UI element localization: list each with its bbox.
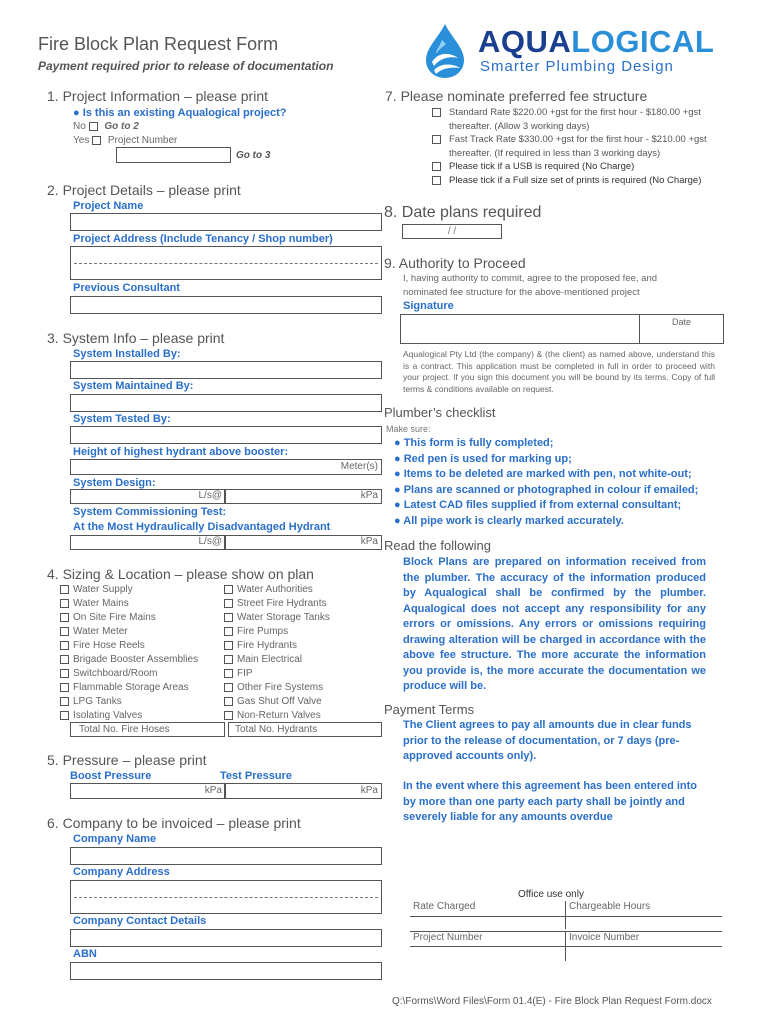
chargeable-hours-field[interactable] bbox=[565, 901, 722, 917]
yes-label: Yes bbox=[73, 135, 90, 146]
prints-label: Please tick if a Full size set of prints is required (No Charge) bbox=[449, 174, 702, 186]
design-ls-unit: L/s@ bbox=[198, 490, 222, 501]
sizing-item[interactable] bbox=[224, 709, 384, 723]
sizing-checkbox[interactable] bbox=[224, 711, 233, 720]
fee-option-fast-track[interactable] bbox=[432, 133, 732, 160]
sizing-item[interactable] bbox=[224, 639, 384, 653]
sizing-item[interactable] bbox=[224, 625, 384, 639]
usb-label: Please tick if a USB is required (No Charge) bbox=[449, 161, 635, 172]
abn-label: ABN bbox=[73, 948, 97, 960]
installed-by-label: System Installed By: bbox=[73, 348, 181, 360]
no-checkbox[interactable] bbox=[89, 122, 98, 131]
read-text: Block Plans are prepared on information received from the plumber. The accuracy of the information produced by Aqualogical shall be confirmed by the plumber. Aqualogical does not accept any responsibility for any errors or omissions. Any errors or omissions requiring drawing alteration will be charged in accordance with the above fee structure. The more accurate the information you provide is, the more accurate the documentation we produce will be. bbox=[403, 556, 706, 692]
date-label: Date bbox=[671, 317, 691, 327]
office-divider bbox=[565, 917, 566, 929]
system-design-label: System Design: bbox=[73, 477, 156, 489]
sizing-item-label: Brigade Booster Assemblies bbox=[73, 654, 199, 665]
abn-input[interactable] bbox=[70, 962, 382, 980]
sizing-item[interactable] bbox=[60, 653, 220, 667]
sizing-checkbox[interactable] bbox=[224, 613, 233, 622]
sizing-item-label: LPG Tanks bbox=[73, 696, 122, 707]
payment-text-1: The Client agrees to pay all amounts due in clear funds prior to the release of documentation, or 7 days (pre-approved accounts only). bbox=[403, 719, 692, 762]
sizing-checkbox[interactable] bbox=[224, 683, 233, 692]
sizing-checkbox[interactable] bbox=[224, 697, 233, 706]
no-option bbox=[73, 121, 139, 132]
checklist-item-text: All pipe work is clearly marked accurately. bbox=[403, 514, 624, 527]
tested-by-input[interactable] bbox=[70, 426, 382, 444]
sizing-item-label: Water Meter bbox=[73, 626, 128, 637]
office-use-grid bbox=[410, 901, 722, 961]
project-number-label: Project Number bbox=[107, 135, 178, 146]
sizing-item-label: Switchboard/Room bbox=[73, 668, 158, 679]
sizing-item[interactable] bbox=[60, 597, 220, 611]
sizing-checkbox[interactable] bbox=[60, 711, 69, 720]
total-hydrants-input[interactable] bbox=[228, 722, 382, 737]
invoice-number-field[interactable] bbox=[565, 931, 722, 947]
commissioning-sublabel: At the Most Hydraulically Disadvantaged Hydrant bbox=[73, 521, 331, 533]
sizing-item-label: Fire Pumps bbox=[237, 626, 289, 637]
checklist-item: ● Red pen is used for marking up; bbox=[394, 452, 572, 465]
logo-tagline: Smarter Plumbing Design bbox=[480, 58, 674, 75]
sizing-item[interactable] bbox=[60, 695, 220, 709]
test-pressure-label: Test Pressure bbox=[220, 770, 292, 782]
sizing-item[interactable] bbox=[224, 653, 384, 667]
section-2-heading: 2. Project Details – please print bbox=[47, 182, 241, 198]
sizing-item[interactable] bbox=[224, 611, 384, 625]
sizing-item[interactable] bbox=[60, 625, 220, 639]
sizing-item-label: Non-Return Valves bbox=[237, 710, 321, 721]
section-8-heading: 8. Date plans required bbox=[384, 204, 542, 221]
fee-option-usb[interactable] bbox=[432, 160, 732, 174]
project-address-label: Project Address (Include Tenancy / Shop number) bbox=[73, 233, 333, 245]
sizing-checkbox[interactable] bbox=[224, 655, 233, 664]
sizing-item-label: Flammable Storage Areas bbox=[73, 682, 189, 693]
form-title: Fire Block Plan Request Form bbox=[38, 34, 279, 54]
sizing-item[interactable] bbox=[60, 583, 220, 597]
office-use-heading: Office use only bbox=[518, 889, 584, 900]
sizing-right-list bbox=[224, 583, 384, 723]
sizing-checkbox[interactable] bbox=[60, 585, 69, 594]
checklist-item: ● All pipe work is clearly marked accurately. bbox=[394, 514, 624, 527]
commissioning-kpa-unit: kPa bbox=[360, 536, 378, 547]
checklist-list bbox=[394, 436, 724, 529]
sizing-item[interactable] bbox=[224, 597, 384, 611]
standard-rate-label: Standard Rate $220.00 +gst for the first hour - $180.00 +gst thereafter. (Allow 3 working days) bbox=[449, 107, 701, 132]
meters-unit: Meter(s) bbox=[340, 461, 378, 472]
yes-option bbox=[73, 135, 177, 146]
rate-charged-field[interactable] bbox=[410, 901, 565, 917]
company-address-divider bbox=[74, 897, 378, 898]
checklist-heading: Plumber’s checklist bbox=[384, 405, 496, 420]
read-heading: Read the following bbox=[384, 538, 491, 553]
office-project-number-field[interactable] bbox=[410, 931, 565, 947]
project-number-input[interactable] bbox=[116, 147, 231, 163]
maintained-by-label: System Maintained By: bbox=[73, 380, 194, 392]
fast-track-label: Fast Track Rate $330.00 +gst for the first hour - $210.00 +gst thereafter. (If required in less than 3 working days) bbox=[449, 134, 707, 159]
sizing-item-label: Other Fire Systems bbox=[237, 682, 324, 693]
sizing-left-list bbox=[60, 583, 220, 723]
sizing-item[interactable] bbox=[60, 709, 220, 723]
fast-track-checkbox[interactable] bbox=[432, 135, 441, 144]
checklist-item: ● Latest CAD files supplied if from external consultant; bbox=[394, 499, 682, 511]
checklist-item-text: Latest CAD files supplied if from external consultant; bbox=[403, 499, 682, 511]
signature-input[interactable] bbox=[400, 314, 640, 344]
sizing-checkbox[interactable] bbox=[60, 641, 69, 650]
fee-option-prints[interactable] bbox=[432, 174, 732, 188]
checklist-item-text: Plans are scanned or photographed in colour if emailed; bbox=[403, 483, 699, 496]
authority-text: I, having authority to commit, agree to the proposed fee, and nominated fee structure for the above-mentioned project bbox=[403, 273, 658, 298]
payment-heading: Payment Terms bbox=[384, 702, 475, 717]
sizing-checkbox[interactable] bbox=[60, 627, 69, 636]
checklist-item-text: Red pen is used for marking up; bbox=[403, 452, 572, 465]
fee-option-standard[interactable] bbox=[432, 106, 732, 133]
commissioning-label: System Commissioning Test: bbox=[73, 506, 227, 518]
total-hoses-label: Total No. Fire Hoses bbox=[79, 724, 170, 735]
date-placeholder: / / bbox=[447, 226, 457, 237]
prints-checkbox[interactable] bbox=[432, 176, 441, 185]
checklist-item: ● Items to be deleted are marked with pen, not white-out; bbox=[394, 468, 692, 480]
sizing-item-label: FIP bbox=[237, 668, 253, 679]
signature-label: Signature bbox=[403, 300, 454, 312]
contact-details-label: Company Contact Details bbox=[73, 915, 207, 927]
company-name-label: Company Name bbox=[73, 833, 157, 845]
yes-checkbox[interactable] bbox=[92, 136, 101, 145]
sizing-checkbox[interactable] bbox=[60, 669, 69, 678]
fee-options bbox=[432, 106, 732, 187]
sizing-item[interactable] bbox=[60, 681, 220, 695]
section-9-heading: 9. Authority to Proceed bbox=[384, 255, 526, 271]
sizing-checkbox[interactable] bbox=[60, 697, 69, 706]
total-hoses-input[interactable] bbox=[70, 722, 225, 737]
sizing-item-label: On Site Fire Mains bbox=[73, 612, 156, 623]
yes-goto: Go to 3 bbox=[236, 150, 271, 161]
company-name-input[interactable] bbox=[70, 847, 382, 865]
sizing-item-label: Street Fire Hydrants bbox=[237, 598, 327, 609]
section-4-heading: 4. Sizing & Location – please show on plan bbox=[47, 566, 314, 582]
payment-text-2: In the event where this agreement has been entered into by more than one party each party shall be jointly and severely liable for any amounts overdue bbox=[403, 780, 698, 823]
commissioning-ls-unit: L/s@ bbox=[198, 536, 222, 547]
sizing-item-label: Fire Hydrants bbox=[237, 640, 298, 651]
section-1-heading: 1. Project Information – please print bbox=[47, 88, 269, 104]
usb-checkbox[interactable] bbox=[432, 162, 441, 171]
previous-consultant-input[interactable] bbox=[70, 296, 382, 314]
sizing-item[interactable] bbox=[60, 611, 220, 625]
sizing-checkbox[interactable] bbox=[224, 669, 233, 678]
legal-text: Aqualogical Pty Ltd (the company) & (the client) as named above, understand this is a contract. This application must be completed in full in order to proceed with your project. If you sign this document you will be bound by its terms. Copy of full terms & conditions available on request. bbox=[403, 349, 715, 394]
sizing-checkbox[interactable] bbox=[60, 655, 69, 664]
checklist-item-text: This form is fully completed; bbox=[403, 437, 554, 449]
standard-rate-checkbox[interactable] bbox=[432, 108, 441, 117]
sizing-item-label: Water Mains bbox=[73, 598, 129, 609]
office-project-number-label: Project Number bbox=[413, 932, 483, 943]
section-3-heading: 3. System Info – please print bbox=[47, 330, 225, 346]
office-divider bbox=[565, 947, 566, 961]
address-divider bbox=[74, 263, 378, 264]
signature-date-input[interactable] bbox=[639, 314, 724, 344]
sizing-item[interactable] bbox=[60, 639, 220, 653]
logo-wordmark: AQUALOGICAL bbox=[478, 24, 715, 59]
sizing-item[interactable] bbox=[224, 695, 384, 709]
sizing-checkbox[interactable] bbox=[224, 599, 233, 608]
company-address-label: Company Address bbox=[73, 866, 170, 878]
sizing-checkbox[interactable] bbox=[224, 627, 233, 636]
project-name-label: Project Name bbox=[73, 200, 144, 212]
checklist-item: ● This form is fully completed; bbox=[394, 437, 554, 449]
sizing-item-label: Gas Shut Off Valve bbox=[237, 696, 322, 707]
sizing-item-label: Water Storage Tanks bbox=[237, 612, 330, 623]
section-6-heading: 6. Company to be invoiced – please print bbox=[47, 815, 301, 831]
checklist-item: ● Plans are scanned or photographed in colour if emailed; bbox=[394, 483, 699, 496]
total-hydrants-label: Total No. Hydrants bbox=[235, 724, 318, 735]
sizing-item-label: Fire Hose Reels bbox=[73, 640, 145, 651]
footer-path: Q:\Forms\Word Files\Form 01.4(E) - Fire Block Plan Request Form.docx bbox=[392, 996, 712, 1007]
sizing-item[interactable] bbox=[224, 681, 384, 695]
sizing-checkbox[interactable] bbox=[60, 613, 69, 622]
hydrant-height-label: Height of highest hydrant above booster: bbox=[73, 446, 289, 458]
tested-by-label: System Tested By: bbox=[73, 413, 171, 425]
design-kpa-unit: kPa bbox=[360, 490, 378, 501]
no-label: No bbox=[73, 121, 86, 132]
sizing-checkbox[interactable] bbox=[60, 599, 69, 608]
test-kpa-unit: kPa bbox=[360, 785, 378, 796]
invoice-number-label: Invoice Number bbox=[569, 932, 640, 943]
sizing-item[interactable] bbox=[224, 583, 384, 597]
sizing-item-label: Water Supply bbox=[73, 584, 133, 595]
boost-pressure-label: Boost Pressure bbox=[70, 770, 152, 782]
sizing-item[interactable] bbox=[60, 667, 220, 681]
section-5-heading: 5. Pressure – please print bbox=[47, 752, 207, 768]
project-name-input[interactable] bbox=[70, 213, 382, 231]
rate-charged-label: Rate Charged bbox=[413, 901, 476, 912]
sizing-item[interactable] bbox=[224, 667, 384, 681]
water-drop-logo-icon bbox=[420, 22, 470, 80]
existing-project-question: ● Is this an existing Aqualogical project? bbox=[73, 107, 287, 119]
boost-kpa-unit: kPa bbox=[204, 785, 222, 796]
sizing-item-label: Water Authorities bbox=[237, 584, 313, 595]
checklist-item-text: Items to be deleted are marked with pen, not white-out; bbox=[403, 468, 692, 480]
installed-by-input[interactable] bbox=[70, 361, 382, 379]
maintained-by-input[interactable] bbox=[70, 394, 382, 412]
previous-consultant-label: Previous Consultant bbox=[73, 282, 180, 294]
sizing-checkbox[interactable] bbox=[224, 585, 233, 594]
sizing-item-label: Isolating Valves bbox=[73, 710, 143, 721]
contact-details-input[interactable] bbox=[70, 929, 382, 947]
sizing-item-label: Main Electrical bbox=[237, 654, 303, 665]
sizing-checkbox[interactable] bbox=[224, 641, 233, 650]
date-required-input[interactable] bbox=[402, 224, 502, 239]
chargeable-hours-label: Chargeable Hours bbox=[569, 901, 651, 912]
no-goto: Go to 2 bbox=[104, 121, 139, 132]
sizing-checkbox[interactable] bbox=[60, 683, 69, 692]
form-subtitle: Payment required prior to release of documentation bbox=[38, 59, 334, 73]
existing-project-question-text: Is this an existing Aqualogical project? bbox=[82, 107, 287, 119]
make-sure-label: Make sure: bbox=[386, 424, 431, 434]
section-7-heading: 7. Please nominate preferred fee structure bbox=[385, 88, 648, 104]
